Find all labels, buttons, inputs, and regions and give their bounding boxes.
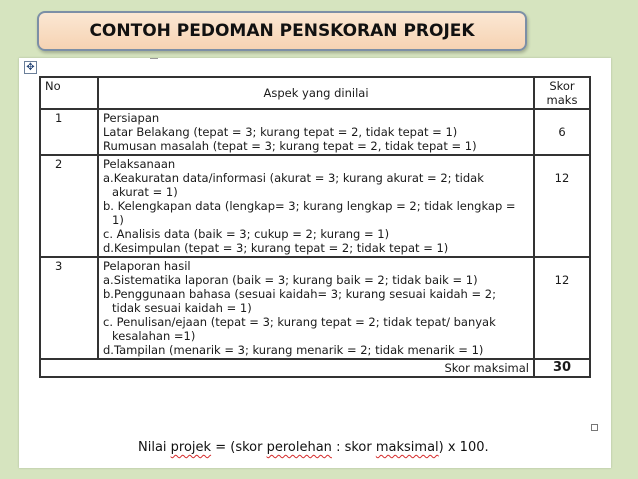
aspect-item: d.Kesimpulan (tepat = 3; kurang tepat = 2; tidak tepat = 1) [103,241,449,255]
table-row [40,257,590,359]
aspect-item: d.Tampilan (menarik = 3; kurang menarik = 2; tidak menarik = 1) [103,343,484,357]
aspect-heading: Pelaksanaan [103,157,176,171]
formula-word: Nilai [138,440,167,455]
row-number: 3 [40,257,98,359]
header-skor-maks [534,77,590,109]
max-score-value: 6 [558,125,566,139]
row-aspect [98,109,534,155]
aspect-item-continued: kesalahan =1) [112,329,196,343]
margin-marker [150,58,158,62]
header-skor-line1: Skor [549,79,575,93]
aspect-item-continued: tidak sesuai kaidah = 1) [112,301,252,315]
formula-word: ) x 100. [438,440,489,455]
formula-word: = (skor [215,440,263,455]
row-aspect [98,155,534,257]
row-max-score [534,155,590,257]
table-resize-handle[interactable] [591,424,598,431]
table-row [40,155,590,257]
formula-word-misspelled: perolehan [266,440,332,455]
aspect-item: c. Analisis data (baik = 3; cukup = 2; kurang = 1) [103,227,390,241]
table-total-row [40,359,590,377]
max-score-value: 12 [554,171,570,185]
total-label: Skor maksimal [40,359,534,377]
slide-title: CONTOH PEDOMAN PENSKORAN PROJEK [37,11,527,51]
row-max-score [534,109,590,155]
row-max-score [534,257,590,359]
total-value: 30 [534,359,590,377]
document-page [19,58,611,468]
aspect-heading: Pelaporan hasil [103,259,191,273]
aspect-item: Rumusan masalah (tepat = 3; kurang tepat = 2, tidak tepat = 1) [103,139,477,153]
row-number: 2 [40,155,98,257]
scoring-rubric-table [39,76,591,378]
header-skor-line2: maks [546,93,578,107]
row-aspect [98,257,534,359]
table-header-row [40,77,590,109]
aspect-item: b.Penggunaan bahasa (sesuai kaidah= 3; kurang sesuai kaidah = 2; [103,287,496,301]
aspect-item: a.Sistematika laporan (baik = 3; kurang baik = 2; tidak baik = 1) [103,273,478,287]
row-number: 1 [40,109,98,155]
max-score-value: 12 [554,273,570,287]
table-move-handle-icon[interactable]: ✥ [24,61,37,74]
table-row [40,109,590,155]
header-aspek: Aspek yang dinilai [98,77,534,109]
aspect-item-continued: 1) [112,213,124,227]
formula-word-misspelled: projek [170,440,212,455]
aspect-item-continued: akurat = 1) [112,185,178,199]
aspect-item: c. Penulisan/ejaan (tepat = 3; kurang tepat = 2; tidak tepat/ banyak [103,315,496,329]
aspect-item: a.Keakuratan data/informasi (akurat = 3; kurang akurat = 2; tidak [103,171,484,185]
aspect-item: b. Kelengkapan data (lengkap= 3; kurang lengkap = 2; tidak lengkap = [103,199,516,213]
aspect-heading: Persiapan [103,111,160,125]
header-no: No [40,77,98,109]
aspect-item: Latar Belakang (tepat = 3; kurang tepat = 2, tidak tepat = 1) [103,125,458,139]
score-formula [138,440,489,455]
formula-word: : skor [336,440,372,455]
formula-word-misspelled: maksimal [375,440,439,455]
